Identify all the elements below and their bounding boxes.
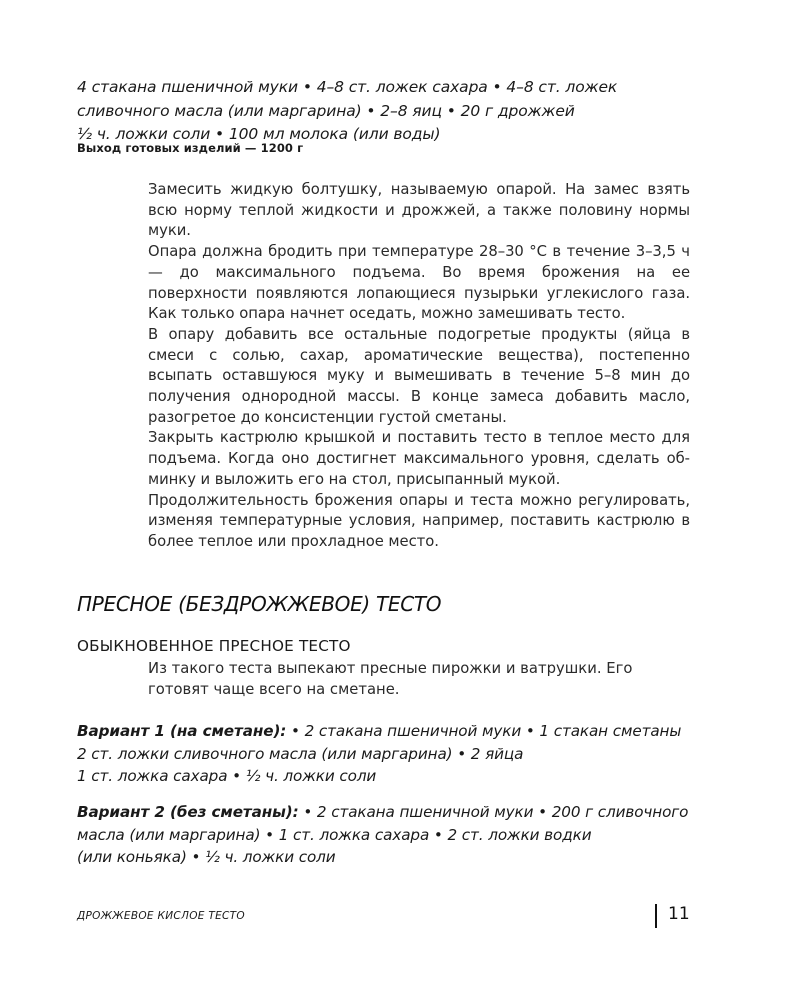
subsection-intro xyxy=(148,658,693,700)
variant-line xyxy=(77,720,717,743)
variant-line: 1 ст. ложка сахара • ½ ч. ложки соли xyxy=(77,767,377,785)
instruction-paragraph: Закрыть кастрюлю крышкой и поставить тесто в теплое место для подъема. Когда оно достигнет максимального уровня, сделать обминку и выложить его на стол, присыпанный мукой. xyxy=(148,429,690,488)
variant-label: Вариант 1 (на сметане): xyxy=(77,722,287,740)
footer-divider xyxy=(655,904,657,928)
instruction-paragraph: Продолжительность брожения опары и теста можно регулировать, изменяя температурные условия, например, поставить кастрюлю в более теплое или прохладное место. xyxy=(148,491,690,550)
intro-paragraph: Из такого теста выпекают пресные пирожки и ватрушки. Его готовят чаще всего на сметане. xyxy=(148,660,633,698)
variant-line xyxy=(77,801,717,824)
section-heading: ПРЕСНОЕ (БЕЗДРОЖЖЕВОЕ) ТЕСТО xyxy=(77,592,442,616)
variant-label: Вариант 2 (без сметаны): xyxy=(77,803,299,821)
running-title: ДРОЖЖЕВОЕ КИСЛОЕ ТЕСТО xyxy=(77,910,245,922)
variant-1-ingredients xyxy=(77,720,717,788)
variant-line: 2 ст. ложки сливочного масла (или маргарина) • 2 яйца xyxy=(77,744,524,763)
ingredients-line: 4 стакана пшеничной муки • 4–8 ст. ложек сахара • 4–8 ст. ложек xyxy=(77,78,618,96)
instruction-paragraph: Опара должна бродить при температуре 28–30 °С в течение 3–3,5 ч — до максимального подъема. Во время брожения на ее поверхности появляются лопающиеся пузырьки углекислого газа. Как только опара начнет оседать, можно замешивать тесто. xyxy=(148,243,690,323)
variant-text: • 2 стакана пшеничной муки • 1 стакан сметаны xyxy=(286,722,682,740)
variant-2-ingredients xyxy=(77,801,717,869)
ingredients-line: ½ ч. ложки соли • 100 мл молока (или воды) xyxy=(77,125,441,143)
variant-line: масла (или маргарина) • 1 ст. ложка сахара • 2 ст. ложки водки xyxy=(77,825,592,844)
variant-text: • 2 стакана пшеничной муки • 200 г сливочного xyxy=(298,803,689,821)
yield-note: Выход готовых изделий — 1200 г xyxy=(77,141,304,155)
instruction-paragraph: В опару добавить все остальные подогретые продукты (яйца в смеси с солью, сахар, ароматические вещества), постепенно всыпать оставшуюся муку и вымешивать в течение 5–8 мин до получения однородной массы. В конце замеса добавить масло, разогретое до консистенции густой сметаны. xyxy=(148,325,690,426)
page-number: 11 xyxy=(668,904,690,924)
variant-line: (или коньяка) • ½ ч. ложки соли xyxy=(77,848,336,866)
instructions-block xyxy=(148,180,690,553)
ingredients-line: сливочного масла (или маргарина) • 2–8 яиц • 20 г дрожжей xyxy=(77,101,575,120)
instruction-paragraph: Замесить жидкую болтушку, называемую опарой. На замес взять всю норму теплой жидкости и дрожжей, а также половину нормы муки. xyxy=(148,181,690,240)
subsection-heading: ОБЫКНОВЕННОЕ ПРЕСНОЕ ТЕСТО xyxy=(77,637,351,655)
ingredients-list xyxy=(77,76,717,147)
